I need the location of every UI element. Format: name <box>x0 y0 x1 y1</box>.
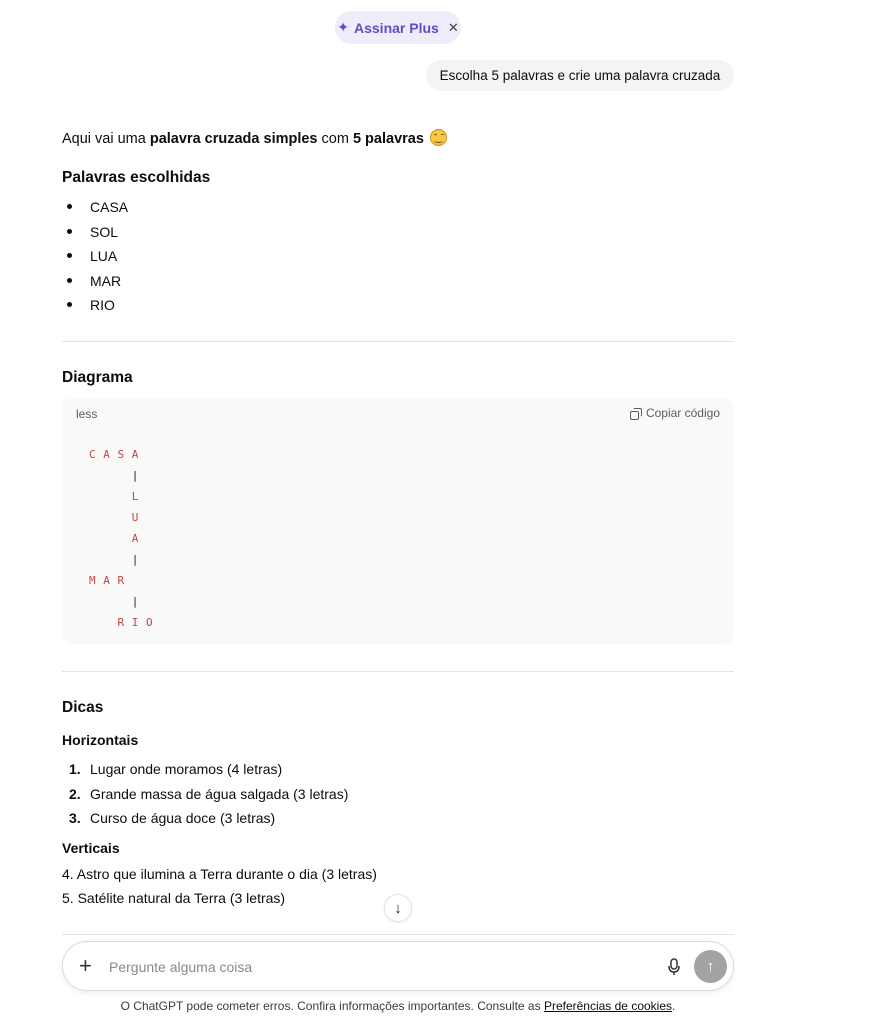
arrow-down-icon: ↓ <box>394 899 402 917</box>
copy-icon <box>630 408 641 419</box>
close-icon[interactable]: ✕ <box>447 19 459 35</box>
code-line: C A S A <box>89 448 139 461</box>
smiling-face-emoji <box>430 129 447 146</box>
answer-intro <box>62 128 734 150</box>
user-message-bubble: Escolha 5 palavras e crie uma palavra cruzada <box>426 60 734 91</box>
divider <box>62 671 734 672</box>
code-line: R I O <box>89 616 154 629</box>
scroll-down-button[interactable] <box>384 894 412 922</box>
code-line: M A R <box>89 574 125 587</box>
intro-bold-2: 5 palavras <box>352 131 424 147</box>
code-line: | <box>89 595 139 608</box>
words-heading: Palavras escolhidas <box>62 169 211 186</box>
plus-icon[interactable]: + <box>79 953 92 978</box>
tips-heading: Dicas <box>62 699 104 716</box>
prompt-input[interactable] <box>109 956 649 978</box>
vertical-clue: 4. Astro que ilumina a Terra durante o dia (3 letras) <box>62 866 377 882</box>
arrow-up-icon: ↑ <box>706 958 715 975</box>
code-line: A <box>89 532 139 545</box>
microphone-icon[interactable] <box>666 956 682 978</box>
words-list <box>62 198 734 321</box>
code-block <box>62 398 734 644</box>
vertical-clue: 5. Satélite natural da Terra (3 letras) <box>62 890 286 906</box>
disclaimer-footer <box>0 999 796 1013</box>
disclaimer-end: . <box>672 999 676 1013</box>
intro-text: Aqui vai uma <box>62 131 150 147</box>
horizontal-clues <box>62 760 734 834</box>
divider <box>62 341 734 342</box>
list-item: 3. Curso de água doce (3 letras) <box>69 810 276 826</box>
list-item: SOL <box>62 223 734 248</box>
code-line: | <box>89 469 139 482</box>
code-language-label: less <box>76 407 98 421</box>
list-item: MAR <box>62 272 734 297</box>
code-content <box>89 444 153 633</box>
list-item: CASA <box>62 198 734 223</box>
list-item: RIO <box>62 296 734 321</box>
copy-code-label: Copiar código <box>645 406 720 420</box>
subscribe-plus-label: Assinar Plus <box>354 19 439 36</box>
disclaimer-text: O ChatGPT pode cometer erros. Confira informações importantes. Consulte as <box>120 999 544 1013</box>
code-line: U <box>89 511 139 524</box>
divider <box>62 934 734 935</box>
code-line: L <box>89 490 139 503</box>
horizontal-heading: Horizontais <box>62 732 139 748</box>
diagram-heading: Diagrama <box>62 369 133 386</box>
copy-code-button[interactable] <box>630 406 720 420</box>
intro-bold-1: palavra cruzada simples <box>149 131 318 147</box>
subscribe-plus-button[interactable] <box>335 11 461 44</box>
sparkle-icon: ✦ <box>337 19 349 35</box>
send-button[interactable] <box>694 950 727 983</box>
list-item: 2. Grande massa de água salgada (3 letras) <box>69 785 349 802</box>
cookie-preferences-link[interactable]: Preferências de cookies <box>543 999 673 1013</box>
intro-text-middle: com <box>317 131 353 147</box>
code-line: | <box>89 553 139 566</box>
list-item: LUA <box>62 247 734 272</box>
message-composer <box>62 941 734 991</box>
list-item: 1. Lugar onde moramos (4 letras) <box>69 761 283 777</box>
vertical-heading: Verticais <box>62 840 120 856</box>
